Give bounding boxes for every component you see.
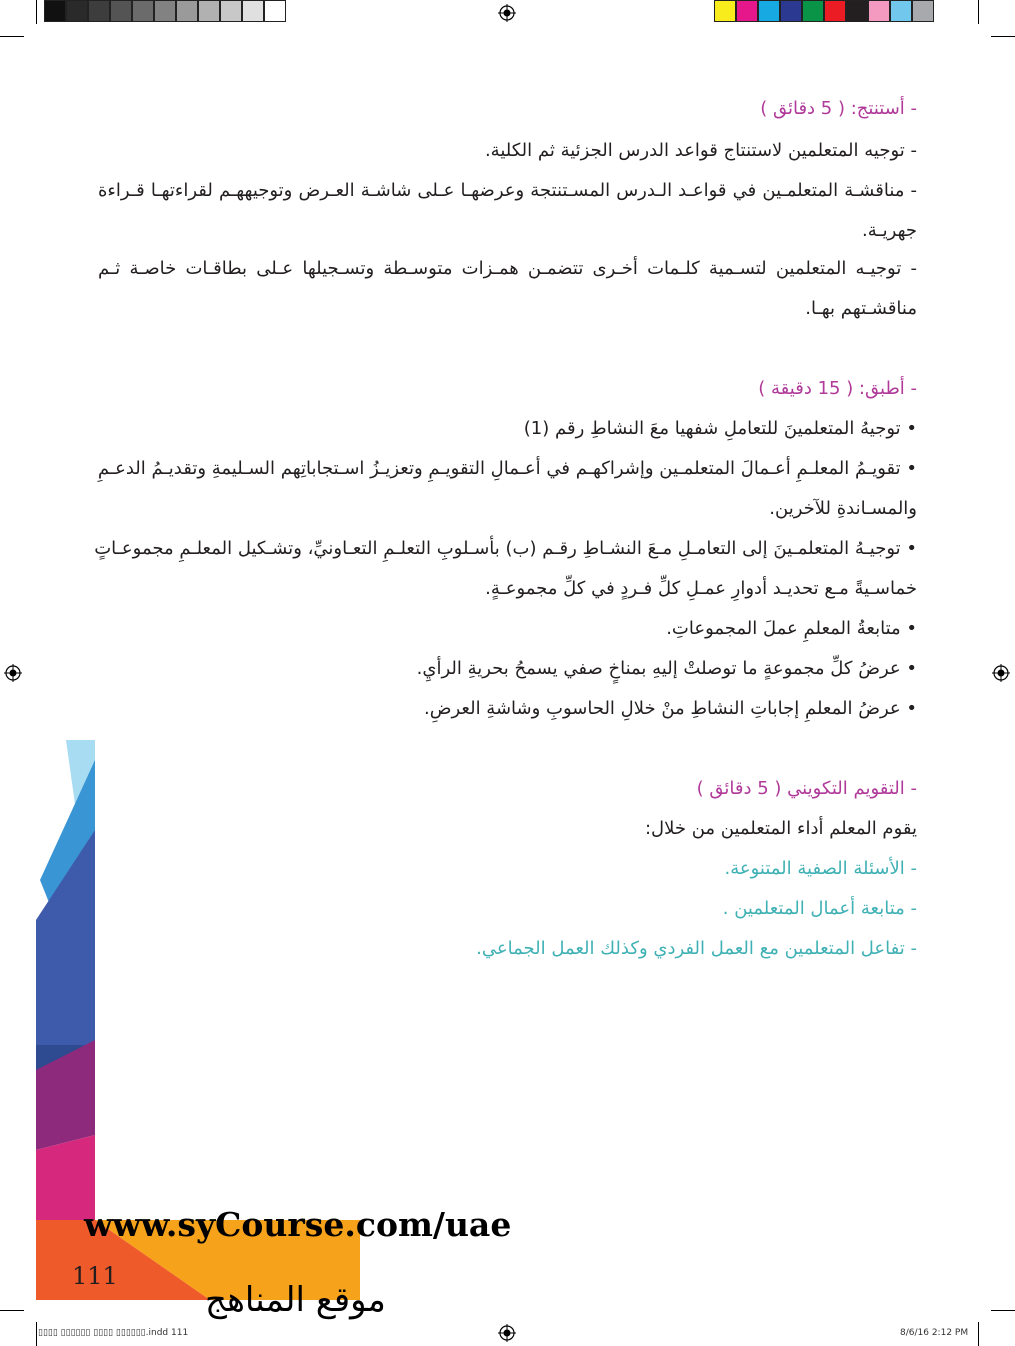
- color-swatch: [220, 0, 242, 22]
- section-apply-heading: - أطبق: ( 15 دقيقة ): [758, 378, 917, 399]
- registration-mark-icon: [498, 1324, 516, 1342]
- crop-mark: [36, 0, 37, 24]
- color-swatch: [912, 0, 934, 22]
- assessment-intro: يقوم المعلم أداء المتعلمين من خلال:: [644, 818, 917, 839]
- color-swatch: [802, 0, 824, 22]
- bullet-item: • توجيهُ المتعلمينَ للتعاملِ شفهيا معَ النشاطِ رقم (1): [523, 418, 917, 439]
- slug-filename: ▯▯▯▯ ▯▯▯▯▯▯ ▯▯▯▯ ▯▯▯▯▯▯.indd 111: [38, 1328, 189, 1338]
- color-swatch: [890, 0, 912, 22]
- color-swatch: [868, 0, 890, 22]
- color-swatch: [44, 0, 66, 22]
- text-line: والمسـاندةِ للآخرين.: [769, 498, 917, 519]
- color-swatch: [824, 0, 846, 22]
- site-name-watermark: موقع المناهج: [205, 1280, 386, 1320]
- bullet-item: • تقويـمُ المعلـمِ أعـمالَ المتعلمـين وإشراكهـم في أعـمالِ التقويـمِ وتعزيـزُ اسـتجاباتِهم السـليمةِ وتقديـمُ الدعـمِ: [97, 458, 917, 479]
- color-swatch: [198, 0, 220, 22]
- crop-mark: [0, 36, 24, 37]
- registration-mark-icon: [4, 664, 22, 682]
- text-line: مناقشـتهم بهـا.: [805, 298, 917, 319]
- process-color-bar: [714, 0, 934, 22]
- section-conclude-heading: - أستنتج: ( 5 دقائق ): [760, 98, 917, 119]
- section-assessment-heading: - التقويم التكويني ( 5 دقائق ): [696, 778, 917, 799]
- assessment-item: - الأسئلة الصفية المتنوعة.: [724, 858, 917, 879]
- crop-mark: [978, 1322, 979, 1346]
- gray-color-bar: [44, 0, 286, 22]
- bullet-item: • عرضُ المعلمِ إجاباتِ النشاطِ منْ خلالِ الحاسوبِ وشاشةِ العرضِ.: [424, 698, 917, 719]
- website-url[interactable]: www.syCourse.com/uae: [84, 1205, 512, 1244]
- color-swatch: [132, 0, 154, 22]
- text-line: - مناقشـة المتعلمـين في قواعـد الـدرس المسـتنتجة وعرضهـا عـلى شاشـة العـرض وتوجيههـم لقراءتهـا قـراءة: [98, 180, 917, 201]
- page-number: 111: [72, 1262, 118, 1290]
- text-line: جهريـة.: [861, 220, 917, 241]
- crop-mark: [978, 0, 979, 24]
- bullet-item: • عرضُ كلِّ مجموعةٍ ما توصلتْ إليهِ بمناخٍ صفي يسمحُ بحريةِ الرأيِ.: [416, 658, 917, 679]
- registration-mark-icon: [498, 4, 516, 22]
- color-swatch: [264, 0, 286, 22]
- color-swatch: [846, 0, 868, 22]
- color-swatch: [110, 0, 132, 22]
- color-swatch: [758, 0, 780, 22]
- crop-mark: [991, 36, 1015, 37]
- bullet-item: • توجيـهُ المتعلمـينَ إلى التعامـلِ مـعَ النشـاطِ رقـم (ب) بأسـلوبِ التعلـمِ التعـاونيِّ، وتشـكيل المعلـمِ مجموعـاتٍ: [94, 538, 917, 559]
- crop-mark: [36, 1322, 37, 1346]
- color-swatch: [242, 0, 264, 22]
- assessment-item: - متابعة أعمال المتعلمين .: [722, 898, 917, 919]
- color-swatch: [780, 0, 802, 22]
- slug-date: 8/6/16 2:12 PM: [900, 1328, 969, 1338]
- color-swatch: [154, 0, 176, 22]
- color-swatch: [66, 0, 88, 22]
- assessment-item: - تفاعل المتعلمين مع العمل الفردي وكذلك العمل الجماعي.: [476, 938, 917, 959]
- color-swatch: [176, 0, 198, 22]
- registration-mark-icon: [992, 664, 1010, 682]
- text-line: - توجيه المتعلمين لاستنتاج قواعد الدرس الجزئية ثم الكلية.: [484, 140, 917, 161]
- text-line: - توجيـه المتعلمين لتسـمية كلـمات أخـرى تتضمـن همـزات متوسـطة وتسـجيلها عـلى بطاقـات خاصـة ثـم: [98, 258, 917, 279]
- color-swatch: [736, 0, 758, 22]
- text-line: خماسـيةً مـع تحديـد أدوارِ عمـلِ كلِّ فـردٍ في كلِّ مجموعـةٍ.: [485, 578, 917, 599]
- bullet-item: • متابعةُ المعلمِ عملَ المجموعاتِ.: [666, 618, 917, 639]
- crop-mark: [991, 1310, 1015, 1311]
- color-swatch: [714, 0, 736, 22]
- color-swatch: [88, 0, 110, 22]
